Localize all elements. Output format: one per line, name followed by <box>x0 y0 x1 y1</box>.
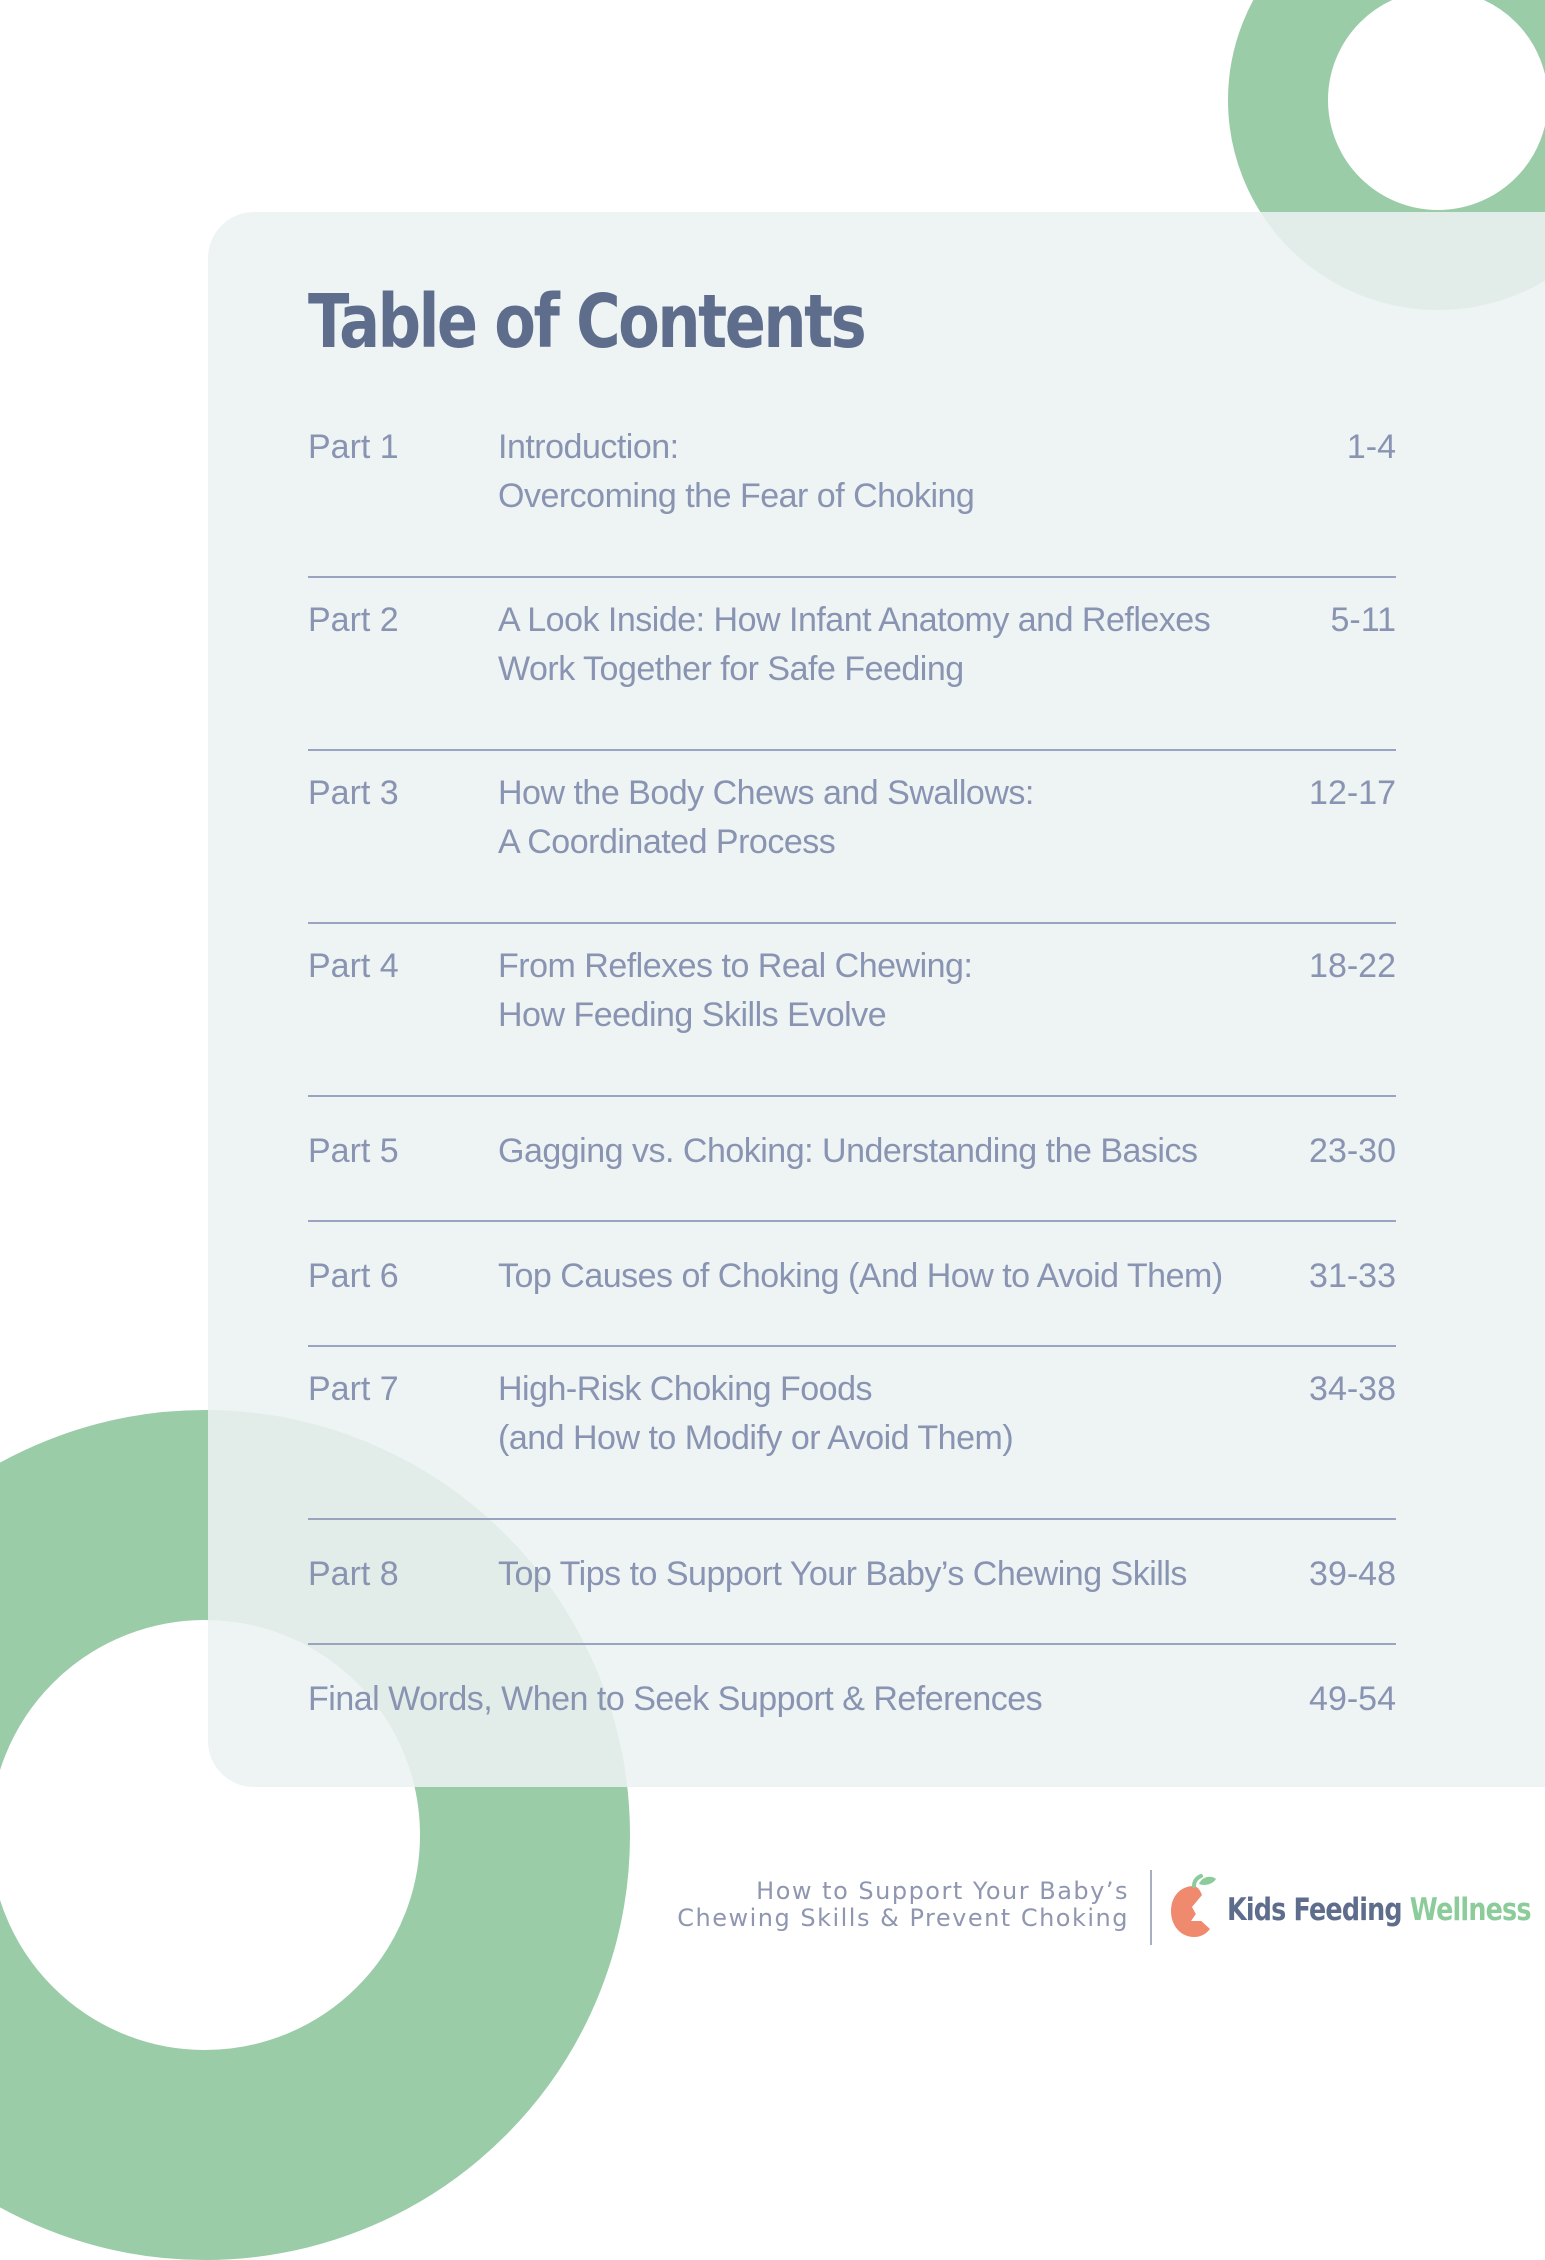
part-label: Part 3 <box>308 774 399 812</box>
entry-title <box>498 769 1256 867</box>
toc-row-final-words[interactable] <box>308 1645 1396 1765</box>
page-range: 12-17 <box>1309 774 1396 812</box>
entry-title-line: Introduction: <box>498 428 679 466</box>
entry-title-line: Top Tips to Support Your Baby’s Chewing Skills <box>498 1555 1187 1593</box>
toc-row-part-2[interactable] <box>308 578 1396 751</box>
page-range: 49-54 <box>1309 1680 1396 1718</box>
page-range: 5-11 <box>1330 601 1396 639</box>
entry-title-line: Work Together for Safe Feeding <box>498 650 964 688</box>
page-range: 39-48 <box>1309 1555 1396 1593</box>
entry-title-line: From Reflexes to Real Chewing: <box>498 947 973 985</box>
entry-title: Final Words, When to Seek Support & References <box>308 1680 1043 1718</box>
toc-row-part-5[interactable] <box>308 1097 1396 1222</box>
entry-title-line: A Coordinated Process <box>498 823 836 861</box>
page-range: 31-33 <box>1309 1257 1396 1295</box>
page-range: 1-4 <box>1346 428 1396 466</box>
entry-title <box>498 1252 1256 1301</box>
part-label: Part 5 <box>308 1132 399 1170</box>
footer-book-title-line: Chewing Skills & Prevent Choking <box>677 1904 1129 1932</box>
toc-row-part-3[interactable] <box>308 751 1396 924</box>
page-range: 34-38 <box>1309 1370 1396 1408</box>
entry-title <box>498 1127 1256 1176</box>
page-title: Table of Contents <box>308 279 865 365</box>
entry-title-line: A Look Inside: How Infant Anatomy and Reflexes <box>498 601 1211 639</box>
page-range: 23-30 <box>1309 1132 1396 1170</box>
footer-book-title <box>677 1878 1129 1932</box>
toc-row-part-8[interactable] <box>308 1520 1396 1645</box>
entry-title-line: High-Risk Choking Foods <box>498 1370 872 1408</box>
page-range: 18-22 <box>1309 947 1396 985</box>
toc-row-part-4[interactable] <box>308 924 1396 1097</box>
entry-title-line: Overcoming the Fear of Choking <box>498 477 975 515</box>
brand-name-part: Kids Feeding <box>1227 1892 1410 1928</box>
entry-title-line: How Feeding Skills Evolve <box>498 996 887 1034</box>
brand-name-accent: Wellness <box>1409 1892 1531 1928</box>
part-label: Part 7 <box>308 1370 399 1408</box>
footer-divider <box>1150 1870 1152 1945</box>
part-label: Part 4 <box>308 947 399 985</box>
entry-title-line: Top Causes of Choking (And How to Avoid Them) <box>498 1257 1223 1295</box>
entry-title <box>498 942 1256 1040</box>
toc-row-part-1[interactable] <box>308 405 1396 578</box>
toc-row-part-7[interactable] <box>308 1347 1396 1520</box>
toc-row-part-6[interactable] <box>308 1222 1396 1347</box>
part-label: Part 2 <box>308 601 399 639</box>
entry-title <box>498 1365 1256 1463</box>
part-label: Part 8 <box>308 1555 399 1593</box>
part-label: Part 6 <box>308 1257 399 1295</box>
part-label: Part 1 <box>308 428 399 466</box>
entry-title <box>498 596 1256 694</box>
entry-title-line: How the Body Chews and Swallows: <box>498 774 1034 812</box>
entry-title-line: (and How to Modify or Avoid Them) <box>498 1419 1014 1457</box>
table-of-contents <box>308 405 1396 1765</box>
footer-book-title-line: How to Support Your Baby’s <box>756 1877 1129 1905</box>
kids-feeding-wellness-logo-icon <box>1168 1873 1220 1939</box>
brand-name <box>1227 1890 1531 1930</box>
entry-title <box>498 423 1256 521</box>
entry-title-line: Gagging vs. Choking: Understanding the Basics <box>498 1132 1198 1170</box>
entry-title <box>498 1550 1256 1599</box>
